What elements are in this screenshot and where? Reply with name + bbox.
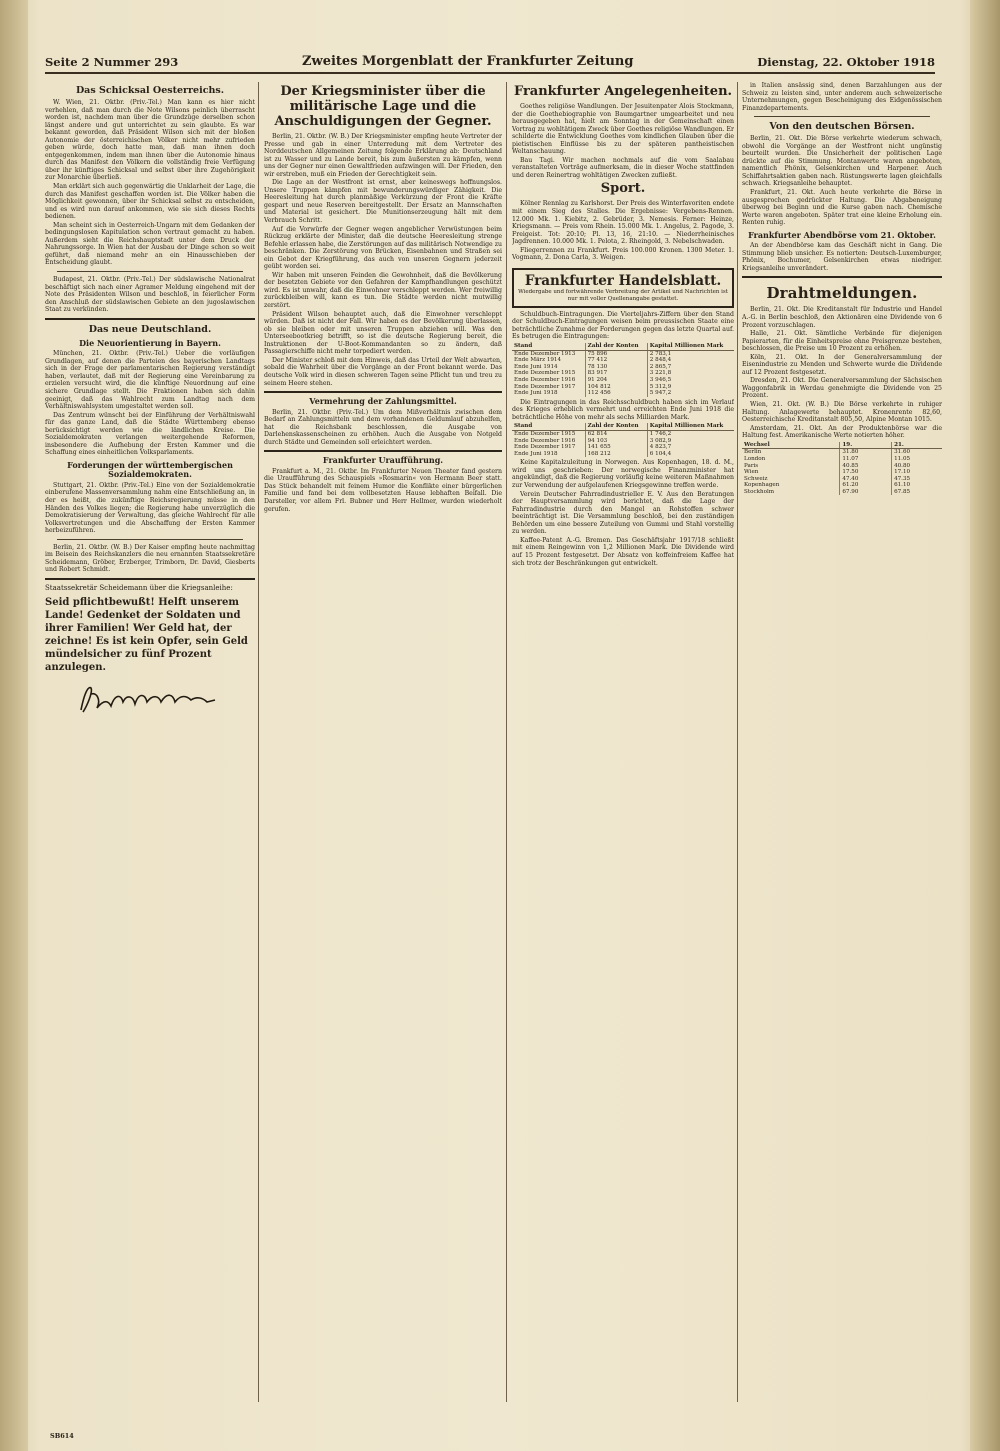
archive-code: SB614 xyxy=(50,1432,74,1440)
table-row xyxy=(512,377,734,384)
table-row xyxy=(742,476,942,483)
table-cell: 91 204 xyxy=(585,377,647,384)
article-heading: Der Kriegsminister über die militärische Lage und die Anschuldigungen der Gegner. xyxy=(274,84,492,129)
issue-date: Dienstag, 22. Oktober 1918 xyxy=(757,55,935,69)
table-cell: 4 823,7 xyxy=(647,444,734,451)
article-paragraph: Budapest, 21. Oktbr. (Priv.-Tel.) Der südslawische Nationalrat beschäftigt sich nach einer Agramer Meldung eingehend mit der Note des Präsidenten Wilson und beschloß, in feierlicher Form den Anschluß der südslawischen Gebiete an den jugoslawischen Staat zu verkünden. xyxy=(45,276,255,314)
table-row xyxy=(742,463,942,470)
table-cell: 17.10 xyxy=(892,469,942,476)
table-cell: Ende Dezember 1915 xyxy=(514,431,576,438)
article-paragraph: Wien, 21. Okt. (W. B.) Die Börse verkehrte in ruhiger Haltung. Anlagewerte behauptet. Kronenrente 82,60, Oesterreichische Kreditanstalt 805,50, Alpine Montan 1015. xyxy=(742,401,942,424)
divider xyxy=(264,450,502,452)
table-cell: Ende Dezember 1917 xyxy=(514,444,576,451)
article-paragraph: Berlin, 21. Oktbr. (Priv.-Tel.) Um dem Mißverhältnis zwischen dem Bedarf an Zahlungsmitteln und dem vorhandenen Geldumlauf abzuhelfen, hat die Reichsbank beschlossen, die Ausgabe von Darlehenskassenscheinen zu erhöhen. Auch die Ausgabe von Notgeld durch Städte und Gemeinden soll erleichtert werden. xyxy=(264,408,502,446)
table-cell: 5 947,2 xyxy=(647,390,734,397)
exchange-rate-table xyxy=(742,442,942,496)
table-cell: 75 896 xyxy=(585,350,647,357)
article-paragraph: Schuldbuch-Eintragungen. Die Vierteljahrs-Ziffern über den Stand der Schuldbuch-Eintragungen weisen beim preussischen Staate eine beträchtliche Zunahme der Forderungen gegen das letzte Quartal auf. Es betrugen die Eintragungen: xyxy=(512,310,734,341)
table-cell: 3 221,8 xyxy=(647,370,734,377)
column-rule xyxy=(258,82,259,1402)
section-heading: Drahtmeldungen. xyxy=(766,284,918,303)
table-row xyxy=(512,438,734,445)
table-row xyxy=(742,449,942,456)
article-paragraph: Dresden, 21. Okt. Die Generalversammlung der Sächsischen Waggonfabrik in Werdau genehmigte die Dividende von 25 Prozent. xyxy=(742,377,942,400)
statistics-table xyxy=(512,423,734,457)
table-cell: Kopenhagen xyxy=(744,482,780,489)
article-paragraph: Das Zentrum wünscht bei der Einführung der Verhältniswahl für das ganze Land, daß die Städte Württemberg ebenso berücksichtigt werden wie die ländlichen Kreise. Die Sozialdemokraten verlangen weitergehende Reformen, insbesondere die Aufhebung der Ersten Kammer und die Schaffung eines einheitlichen Volksparlaments. xyxy=(45,411,255,457)
table-row xyxy=(512,390,734,397)
table-cell: Ende März 1914 xyxy=(514,357,562,364)
table-row xyxy=(512,370,734,377)
section-heading: Das neue Deutschland. xyxy=(88,323,212,335)
article-paragraph: Halle, 21. Okt. Sämtliche Verbände für diejenigen Papierarten, für die Einheitspreise ohne Preisgrenze bestehen, beschlossen, die Preise um 10 Prozent zu erhöhen. xyxy=(742,330,942,353)
column-4 xyxy=(742,82,942,1410)
table-header-row xyxy=(512,423,734,430)
article-heading: Vermehrung der Zahlungsmittel. xyxy=(309,396,457,407)
table-cell: 3 082,9 xyxy=(647,438,734,445)
table-header-cell: Wechsel xyxy=(742,442,840,449)
table-cell: 11.05 xyxy=(892,456,942,463)
table-cell: 61.20 xyxy=(840,482,892,489)
table-cell: 40.80 xyxy=(892,463,942,470)
article-heading: Das Schicksal Oesterreichs. xyxy=(75,85,225,96)
article-paragraph: Wir haben mit unseren Feinden die Gewohnheit, daß die Bevölkerung der besetzten Gebiete vor den Gefahren der Kampfhandlungen geschützt wird. Es ist unwahr, daß die Einwohner verschleppt werden. Wer freiwillig zurückbleiben will, kann es tun. Die Städte werden nicht mutwillig zerstört. xyxy=(264,271,502,310)
table-row xyxy=(512,451,734,458)
divider xyxy=(742,276,942,278)
divider xyxy=(264,391,502,393)
business-section-subtitle: Wiedergabe und fortwährende Verbreitung der Artikel und Nachrichten ist nur mit voller Quellenangabe gestattet. xyxy=(518,288,728,302)
column-2 xyxy=(264,82,502,1410)
table-row xyxy=(512,357,734,364)
table-row xyxy=(742,456,942,463)
table-header-cell: Stand xyxy=(512,343,585,350)
table-header-row xyxy=(512,343,734,350)
article-paragraph: Bau Tagi. Wir machen nochmals auf die vom Saalabau veranstalteten Vorträge aufmerksam, die in dieser Woche stattfinden und deren Reinertrag wohltätigen Zwecken zufließt. xyxy=(512,156,734,179)
table-header-cell: Kapital Millionen Mark xyxy=(647,343,734,350)
masthead xyxy=(45,52,935,74)
column-rule xyxy=(506,82,507,1402)
table-row xyxy=(742,469,942,476)
table-cell: 168 212 xyxy=(585,451,647,458)
table-cell: 67.85 xyxy=(892,489,942,496)
article-paragraph: in Italien ansässig sind, denen Barzahlungen aus der Schweiz zu leisten sind, unter anderem auch schweizerische Unternehmungen, gegen Bescheinigung des Eidgenössischen Finanzdepartements. xyxy=(742,82,942,112)
table-cell: 2 865,7 xyxy=(647,364,734,371)
article-paragraph: W. Wien, 21. Oktbr. (Priv.-Tel.) Man kann es hier nicht verhehlen, daß man durch die Note Wilsons peinlich überrascht worden ist, nachdem man über die Grundzüge derselben schon längst andere und gut unterrichtet zu sein glaubte. Es war bekannt geworden, daß Präsident Wilson sich mit der bloßen Autonomie der österreichischen Völker nicht mehr zufrieden geben würde, doch hatte man, daß man ihnen doch entgegenkommen, indem man ihnen über die Autonomie hinaus durch das Manifest den Völkern die vollständig freie Verfügung über ihr künftiges Schicksal und selbst über ihre Zugehörigkeit zur Monarchie überließ. xyxy=(45,99,255,182)
table-row xyxy=(512,350,734,357)
article-paragraph: Präsident Wilson behauptet auch, daß die Einwohner verschleppt würden. Daß ist nicht der Fall. Wir haben es der Bevölkerung überlassen, ob sie bleiben oder mit unseren Truppen abziehen will. Was den Unterseebootkrieg betrifft, so ist die deutsche Regierung bereit, die Instruktionen der U-Boot-Kommandanten so zu ändern, daß Passagierschiffe nicht mehr torpediert werden. xyxy=(264,310,502,356)
business-section-header xyxy=(512,268,734,308)
table-cell: 94 103 xyxy=(585,438,647,445)
table-cell: 1 746,2 xyxy=(647,431,734,438)
page-number: Seite 2 Nummer 293 xyxy=(45,55,179,69)
table-cell: 62 814 xyxy=(585,431,647,438)
article-paragraph: Amsterdam, 21. Okt. An der Produktenbörse war die Haltung fest. Amerikanische Werte notierten höher. xyxy=(742,424,942,440)
table-cell: 112 456 xyxy=(585,390,647,397)
article-paragraph: Staatssekretär Scheidemann über die Kriegsanleihe: xyxy=(45,583,233,592)
article-paragraph: An der Abendbörse kam das Geschäft nicht in Gang. Die Stimmung blieb unsicher. Es notierten: Deutsch-Luxemburger, Phönix, Bochumer, Gelsenkirchen etwas niedriger. Kriegsanleihe unverändert. xyxy=(742,242,942,272)
table-cell: 2 848,4 xyxy=(647,357,734,364)
section-heading: Von den deutschen Börsen. xyxy=(769,121,915,133)
table-cell: Ende Dezember 1913 xyxy=(514,350,576,357)
table-row xyxy=(512,444,734,451)
table-cell: Schweiz xyxy=(744,475,768,482)
table-cell: 40.85 xyxy=(840,463,892,470)
table-row xyxy=(512,364,734,371)
article-paragraph: Keine Kapitalzuleitung in Norwegen. Aus Kopenhagen, 18. d. M., wird uns geschrieben: Der norwegische Finanzminister hat angekündigt, daß die Regierung vorläufig keine weiteren Maßnahmen zur Verwendung der aufgelaufenen Kriegsgewinne treffen werde. xyxy=(512,459,734,490)
article-heading: Forderungen der württembergischen Sozialdemokraten. xyxy=(67,459,233,480)
table-cell: Berlin xyxy=(744,449,762,456)
table-cell: 3 946,5 xyxy=(647,377,734,384)
article-paragraph: Frankfurt a. M., 21. Oktbr. Im Frankfurter Neuen Theater fand gestern die Uraufführung des Schauspiels »Rosmarin« von Hermann Beer statt. Das Stück behandelt mit feinem Humor die Konflikte einer bürgerlichen Familie und fand bei dem vollbesetzten Hause lebhaften Beifall. Die Darsteller, vor allem Frl. Bubner und Herr Hellmer, wurden wiederholt gerufen. xyxy=(264,467,502,513)
table-header-cell: Stand xyxy=(512,423,585,430)
section-heading: Sport. xyxy=(600,181,646,197)
table-header-cell: 21. xyxy=(892,442,942,449)
column-1 xyxy=(45,82,255,1410)
column-rule xyxy=(737,82,738,1402)
table-cell: 67.90 xyxy=(840,489,892,496)
article-paragraph: Berlin, 21. Okt. Die Kreditanstalt für Industrie und Handel A.-G. in Berlin beschloß, den Aktionären eine Dividende von 6 Prozent vorzuschlagen. xyxy=(742,306,942,329)
table-cell: Wien xyxy=(744,469,759,476)
table-cell: Ende Juni 1918 xyxy=(514,450,558,457)
table-cell: 5 312,9 xyxy=(647,384,734,391)
table-cell: 11.07 xyxy=(840,456,892,463)
newspaper-title: Zweites Morgenblatt der Frankfurter Zeitung xyxy=(302,54,634,69)
divider xyxy=(754,116,930,117)
table-header-cell: Zahl der Konten xyxy=(585,343,647,350)
article-paragraph: Kaffee-Patent A.-G. Bremen. Das Geschäftsjahr 1917/18 schließt mit einem Reingewinn von 1,2 Millionen Mark. Die Dividende wird auf 15 Prozent festgesetzt. Der Absatz von koffeinfreiem Kaffee hat sich trotz der Beschränkungen gut entwickelt. xyxy=(512,536,734,567)
table-row xyxy=(512,431,734,438)
table-cell: Ende Dezember 1916 xyxy=(514,377,576,383)
table-cell: 47.35 xyxy=(892,476,942,483)
table-cell: 141 655 xyxy=(585,444,647,451)
divider xyxy=(57,271,243,272)
article-paragraph: Frankfurt, 21. Okt. Auch heute verkehrte die Börse in ausgesprochen gedrückter Haltung. Die Abgabeneigung überwog bei Beginn und die Kurse gaben nach. Chemische Werte waren angeboten. Später trat eine kleine Erholung ein. Renten ruhig. xyxy=(742,189,942,227)
table-cell: Ende Dezember 1915 xyxy=(514,370,576,377)
table-cell: 83 917 xyxy=(585,370,647,377)
table-cell: Ende Dezember 1916 xyxy=(514,437,576,444)
table-cell: Ende Juni 1914 xyxy=(514,363,558,370)
table-cell: 31.80 xyxy=(840,449,892,456)
table-cell: 78 130 xyxy=(585,364,647,371)
table-header-cell: 19. xyxy=(840,442,892,449)
article-paragraph: Berlin, 21. Okt. Die Börse verkehrte wiederum schwach, obwohl die Vorgänge an der Westfront nicht ungünstig beurteilt wurden. Die Unsicherheit der politischen Lage drückte auf die Stimmung. Montanwerte waren angeboten, namentlich Phönix, Gelsenkirchen und Harpener. Auch Schiffahrtsaktien gaben nach. Rüstungswerte lagen gleichfalls schwach. Kriegsanleihe behauptet. xyxy=(742,135,942,188)
article-paragraph: Fliegerrennen zu Frankfurt. Preis 100.000 Kronen. 1300 Meter. 1. Vogmann, 2. Dona Carla, 3. Weigen. xyxy=(512,246,734,262)
divider xyxy=(45,578,255,580)
article-paragraph: Köln, 21. Okt. In der Generalversammlung der Eisenindustrie zu Menden und Schwerte wurde die Dividende auf 12 Prozent festgesetzt. xyxy=(742,353,942,376)
table-cell: 104 812 xyxy=(585,384,647,391)
article-heading: Frankfurter Abendbörse vom 21. Oktober. xyxy=(748,229,936,240)
table-cell: London xyxy=(744,455,766,462)
table-cell: Ende Juni 1918 xyxy=(514,390,558,397)
table-row xyxy=(512,384,734,391)
article-paragraph: Kölner Rennlag zu Karlshorst. Der Preis des Winterfavoriten endete mit einem Sieg des Stalles. Die Ergebnisse: Vergebens-Rennen. 12.000 Mk. 1. Kiebitz, 2. Gebrüder, 3. Nemesis. Ferner: Heinze, Kriegsmann. — Preis vom Rhein. 15.000 Mk. 1. Angelus, 2. Pagode, 3. Freigeist. Tot: 20:10; Pl. 13, 16, 21:10. — Niederrheinisches Jagdrennen. 10.000 Mk. 1. Pelota, 2. Rheingold, 3. Nebelschwaden. xyxy=(512,200,734,246)
table-row xyxy=(742,482,942,489)
column-3 xyxy=(512,82,734,1410)
table-cell: 31.60 xyxy=(892,449,942,456)
table-cell: 61.10 xyxy=(892,482,942,489)
table-cell: 17.50 xyxy=(840,469,892,476)
page-edge-left xyxy=(0,0,28,1451)
table-cell: Paris xyxy=(744,462,759,469)
article-paragraph: Die Lage an der Westfront ist ernst, aber keineswegs hoffnungslos. Unsere Truppen kämpfen mit bewunderungswürdiger Zähigkeit. Die Heeresleitung hat durch planmäßige Verkürzung der Front die Kräfte gespart und neue Reserven bereitgestellt. Der Ersatz an Mannschaften und Material ist gesichert. Die Munitionserzeugung hält mit dem Verbrauch Schritt. xyxy=(264,179,502,225)
table-cell: Stockholm xyxy=(744,488,775,495)
table-header-cell: Kapital Millionen Mark xyxy=(647,423,734,430)
article-paragraph: Berlin, 21. Oktbr. (W. B.) Der Kaiser empfing heute nachmittag im Beisein des Reichskanzlers die neu ernannten Staatssekretäre Scheidemann, Gröber, Erzberger, Trimborn, Dr. David, Giesberts und Robert Schmidt. xyxy=(45,543,255,574)
table-cell: 77 412 xyxy=(585,357,647,364)
article-paragraph: Goethes religiöse Wandlungen. Der Jesuitenpater Alois Stockmann, der die Goethebiographie von Baumgartner umgearbeitet und neu herausgegeben hat, hielt am Sonntag in der Gemeinschaft einen Vortrag zu wohltätigem Zweck über Goethes religiöse Wandlungen. Er schilderte die Entwicklung Goethes vom kindlichen Glauben über die pietistischen Einflüsse bis zu der späteren pantheistischen Weltanschauung. xyxy=(512,103,734,156)
appeal-text: Seid pflichtbewußt! Helft unserem Lande! Gedenket der Soldaten und ihrer Familien! Wer Geld hat, der zeichne! Es ist kein Opfer, sein Geld mündelsicher zu fünf Prozent anzulegen. xyxy=(45,597,248,674)
section-heading: Frankfurter Angelegenheiten. xyxy=(513,84,733,99)
article-paragraph: Auf die Vorwürfe der Gegner wegen angeblicher Verwüstungen beim Rückzug erklärte der Minister, daß die deutsche Heeresleitung strenge Befehle erlassen habe, die Zerstörungen auf das militärisch Notwendige zu beschränken. Die Zerstörung von Brücken, Eisenbahnen und Straßen sei ein Gebot der Kriegführung, das auch von unseren Gegnern jederzeit geübt worden sei. xyxy=(264,225,502,271)
article-paragraph: München, 21. Oktbr. (Priv.-Tel.) Ueber die vorläufigen Grundlagen, auf denen die Parteien des bayerischen Landtags sich in der Frage der parlamentarischen Regierung verständigt haben, verlautet, daß mit der Regierung eine Vereinbarung zu erzielen versucht wird, die die künftige Neuordnung auf eine sichere Grundlage stellt. Die Fraktionen haben sich dahin geeinigt, daß das Wahlrecht zum Landtag nach dem Verhältniswahlsystem umgestaltet werden soll. xyxy=(45,350,255,411)
table-cell: 6 104,4 xyxy=(647,451,734,458)
table-header-cell: Zahl der Konten xyxy=(585,423,647,430)
table-row xyxy=(742,489,942,496)
table-cell: 2 783,1 xyxy=(647,350,734,357)
article-heading: Die Neuorientierung in Bayern. xyxy=(79,337,221,348)
table-header-row xyxy=(742,442,942,449)
article-paragraph: Verein Deutscher Fahrradindustrieller E. V. Aus den Beratungen der Hauptversammlung wird berichtet, daß die Lage der Fahrradindustrie durch den Mangel an Rohstoffen schwer beeinträchtigt ist. Die Versammlung beschloß, bei den zuständigen Behörden um eine bessere Zuteilung von Gummi und Stahl vorstellig zu werden. xyxy=(512,490,734,536)
article-paragraph: Man scheint sich in Oesterreich-Ungarn mit dem Gedanken der bedingungslosen Kapitulation schon vertraut gemacht zu haben. Außerdem sieht die Reichshauptstadt unter dem Druck der Nahrungssorge. In Wien hat der Ausbau der Dinge schon so weit geführt, daß niemand mehr an ein Hinausschieben der Entscheidung glaubt. xyxy=(45,221,255,267)
article-paragraph: Der Minister schloß mit dem Hinweis, daß das Urteil der Welt abwarten, sobald die Wahrheit über die Vorgänge an der Front bekannt werde. Das deutsche Volk wird in diesen schweren Tagen seine Pflicht tun und treu zu seinem Heere stehen. xyxy=(264,356,502,387)
table-cell: 47.40 xyxy=(840,476,892,483)
divider xyxy=(45,318,255,320)
statistics-table xyxy=(512,343,734,397)
article-paragraph: Man erklärt sich auch gegenwärtig die Unklarheit der Lage, die durch das Manifest geschaffen worden ist. Die Völker haben die Möglichkeit gewonnen, über ihr Schicksal selbst zu entscheiden, und es wird nun darauf ankommen, wie sie sich dieses Rechts bedienen. xyxy=(45,183,255,221)
divider xyxy=(57,539,243,540)
business-section-title: Frankfurter Handelsblatt. xyxy=(524,272,722,289)
article-paragraph: Die Eintragungen in das Reichsschuldbuch haben sich im Verlauf des Krieges erheblich vermehrt und erreichten Ende Juni 1918 die beträchtliche Höhe von mehr als sechs Milliarden Mark. xyxy=(512,398,734,421)
article-heading: Frankfurter Uraufführung. xyxy=(322,455,444,466)
article-paragraph: Berlin, 21. Oktbr. (W. B.) Der Kriegsminister empfing heute Vertreter der Presse und gab in einer Unterredung mit dem Vertreter des Norddeutschen Allgemeinen Zeitung folgende Erklärung ab: Deutschland ist zu Wasser und zu Lande bereit, bis zum äußersten zu kämpfen, wenn uns der Gegner nur einen Gewaltfrieden aufzwingen will. Der Frieden, den wir erstreben, muß ein Frieden der Gerechtigkeit sein. xyxy=(264,133,502,178)
signature-image xyxy=(75,680,225,720)
page-edge-right xyxy=(970,0,1000,1451)
article-paragraph: Stuttgart, 21. Oktbr. (Priv.-Tel.) Eine von der Sozialdemokratie einberufene Massenversammlung nahm eine Entschließung an, in der es heißt, die zukünftige Reichsregierung müsse in den Händen des Volkes liegen; die Regierung habe unverzüglich die Demokratisierung der Verwaltung, das gleiche Wahlrecht für alle Volksvertretungen und die Abschaffung der Ersten Kammer herbeizuführen. xyxy=(45,481,255,535)
table-cell: Ende Dezember 1917 xyxy=(514,383,576,390)
